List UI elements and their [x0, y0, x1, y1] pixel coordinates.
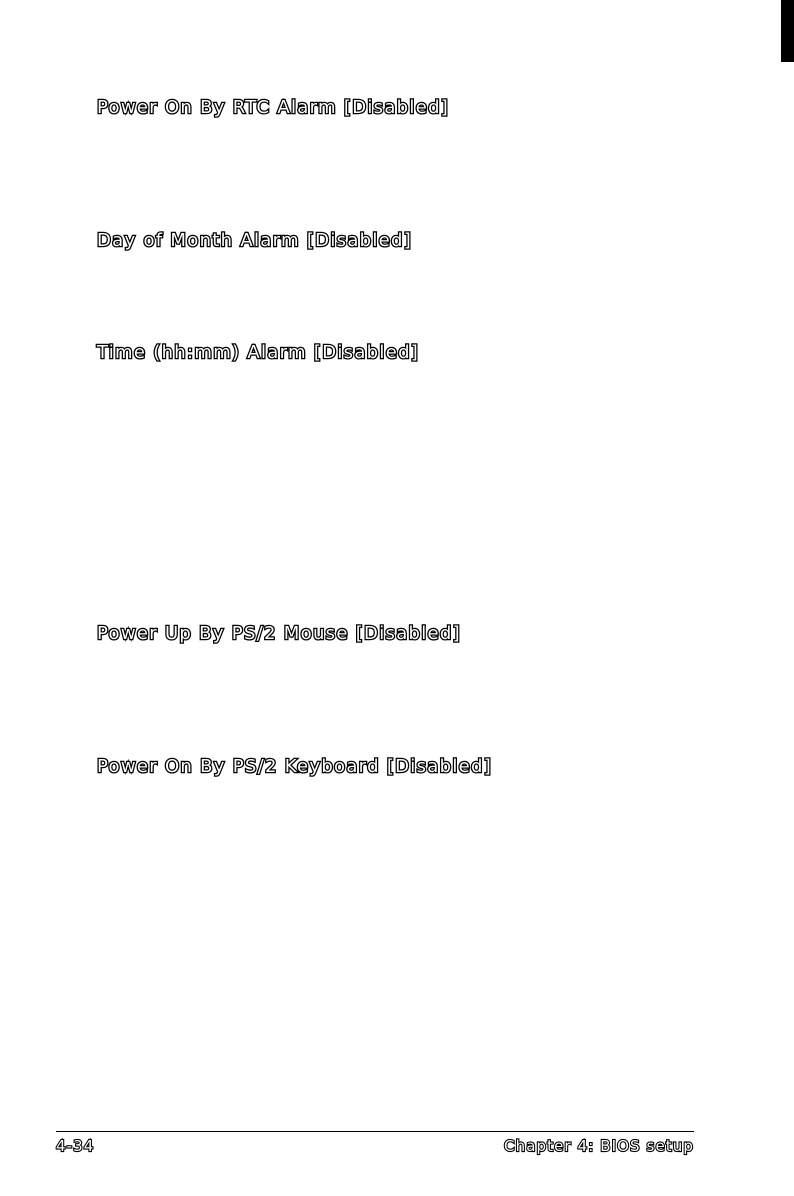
chapter-title: Chapter 4: BIOS setup: [504, 1137, 694, 1155]
heading-power-up-by-ps2-mouse: Power Up By PS/2 Mouse [Disabled]: [97, 623, 461, 644]
heading-day-of-month-alarm: Day of Month Alarm [Disabled]: [97, 230, 413, 251]
chapter-thumb-tab: [781, 0, 794, 62]
heading-time-alarm: Time (hh:mm) Alarm [Disabled]: [97, 342, 420, 363]
page-number: 4-34: [56, 1137, 95, 1155]
heading-power-on-by-rtc-alarm: Power On By RTC Alarm [Disabled]: [97, 97, 450, 118]
footer-rule: [56, 1131, 694, 1132]
heading-power-on-by-ps2-keyboard: Power On By PS/2 Keyboard [Disabled]: [97, 756, 493, 777]
